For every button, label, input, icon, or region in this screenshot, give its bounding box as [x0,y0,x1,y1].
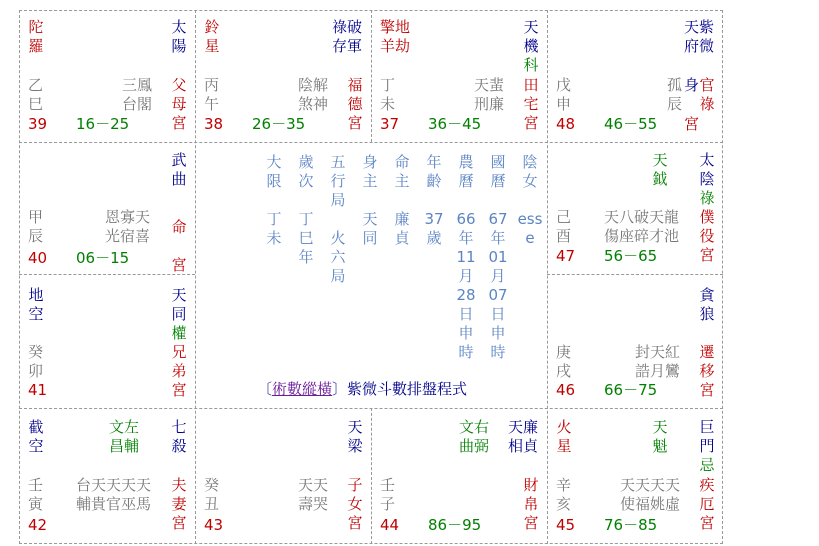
palace-number: 44 [380,516,400,534]
info-heading: 農曆 [458,153,474,190]
branch: 丑 [204,495,220,513]
minor-stars: 誥月鸞 [635,362,681,380]
info-heading: 大限 [266,153,282,190]
info-value: 天同 [362,210,378,247]
major-star: 陀羅 [28,18,44,55]
palace-number: 41 [28,381,48,399]
minor-stars: 光宿喜 [105,227,151,245]
info-value: esse [517,210,543,247]
void-star: 截空 [28,418,44,455]
transformation: 忌 [699,456,715,474]
palace-cell-mao [19,274,195,408]
stem: 辛 [556,476,572,494]
branch: 酉 [556,227,572,245]
palace-name: 子女宮 [347,476,363,532]
palace-name: 田宅宮 [523,76,539,132]
branch: 申 [556,95,572,113]
decade-range: 16－25 [76,115,130,133]
palace-name: 兄弟宮 [171,343,187,399]
palace-name: 父母宮 [171,76,187,132]
palace-cell-shen [547,10,723,142]
main-star: 太陰 [699,151,715,188]
decade-range: 46－55 [604,115,658,133]
palace-name: 命宮 [171,218,187,274]
major-star: 火星 [556,418,572,455]
major-star: 羊劫 [380,37,411,55]
info-value: 66年11月28日申時 [456,210,476,361]
minor-stars: 使福姚虛 [620,495,681,513]
decade-range: 76－85 [604,516,658,534]
palace-cell-you [547,142,723,274]
branch: 巳 [28,95,44,113]
minor-stars: 刑廉 [474,95,505,113]
info-heading: 命主 [394,153,410,190]
palace-number: 48 [556,115,576,133]
info-heading: 年齡 [426,153,442,190]
minor-star: 文左 [109,418,140,436]
main-star: 貪狼 [699,286,715,323]
branch: 亥 [556,495,572,513]
minor-star: 昌輔 [109,437,140,455]
minor-stars: 恩寡天 [105,208,151,226]
stem: 庚 [556,343,572,361]
palace-cell-wei [371,10,547,142]
minor-stars: 傷座碎才池 [604,227,680,245]
info-value: 廉貞 [394,210,410,247]
main-star: 天同 [171,286,187,323]
minor-stars: 辰 [667,95,683,113]
palace-number: 42 [28,516,48,534]
minor-star: 天魁 [652,418,668,455]
palace-number: 47 [556,247,576,265]
stem: 甲 [28,208,44,226]
info-value: 37歲 [424,210,444,247]
program-credit [257,380,467,399]
minor-stars: 封天紅 [635,343,681,361]
minor-stars: 孤 [667,76,683,94]
minor-stars: 台天天天天 [76,476,152,494]
decade-range: 36－45 [428,115,482,133]
main-star: 府微 [684,37,715,55]
main-star: 天梁 [347,418,363,455]
main-star: 武曲 [171,151,187,188]
minor-stars: 陰解 [298,76,329,94]
palace-number: 38 [204,115,224,133]
main-star: 太陽 [171,18,187,55]
palace-number: 43 [204,516,224,534]
ziwei-chart-board [19,10,723,544]
main-star: 天廉 [508,418,539,436]
major-star: 鈴星 [204,18,220,55]
decade-range: 56－65 [604,247,658,265]
stem: 丁 [380,76,396,94]
body-palace-marker: 身 [684,76,700,94]
palace-number: 46 [556,381,576,399]
decade-range: 06－15 [76,249,130,267]
branch: 午 [204,95,220,113]
main-star: 存軍 [332,37,363,55]
branch: 辰 [28,227,44,245]
footer-text: 〕紫微斗數排盤程式 [332,380,468,398]
palace-cell-chou [195,408,371,543]
branch: 寅 [28,495,44,513]
info-heading: 國曆 [490,153,506,190]
stem: 丙 [204,76,220,94]
minor-stars: 天蜚 [474,76,505,94]
minor-star: 天鉞 [652,151,668,188]
minor-stars: 台閣 [122,95,153,113]
branch: 卯 [28,362,44,380]
decade-range: 26－35 [252,115,306,133]
palace-cell-chen [19,142,195,274]
transformation: 權 [171,324,187,342]
palace-cell-yin [19,408,195,543]
info-heading: 身主 [362,153,378,190]
palace-cell-si [19,10,195,142]
info-heading: 五行局 [330,153,346,209]
main-star: 天紫 [684,18,715,36]
palace-number: 45 [556,516,576,534]
stem: 戊 [556,76,572,94]
branch: 未 [380,95,396,113]
minor-stars: 壽哭 [298,495,329,513]
transformation: 科 [523,56,539,74]
void-star: 地空 [28,286,44,323]
info-heading: 歲次 [298,153,314,190]
palace-name: 遷移宮 [699,343,715,399]
minor-stars: 天天 [298,476,329,494]
minor-star: 曲弼 [459,437,490,455]
major-star: 擎地 [380,18,411,36]
info-value: 67年01月07日申時 [488,210,508,361]
minor-stars: 天天天天 [620,476,681,494]
main-star: 巨門 [699,418,715,455]
palace-number: 37 [380,115,400,133]
site-link[interactable]: 術數縱橫 [272,380,333,398]
branch: 戌 [556,362,572,380]
info-value: 丁巳年 [298,210,314,266]
stem: 乙 [28,76,44,94]
palace-cell-wu [195,10,371,142]
branch: 子 [380,495,396,513]
decade-range: 66－75 [604,381,658,399]
minor-stars: 煞神 [298,95,329,113]
palace-name: 官祿 [699,76,715,113]
main-star: 天機 [523,18,539,55]
palace-number: 39 [28,115,48,133]
minor-star: 文右 [459,418,490,436]
minor-stars: 天八破天龍 [604,208,680,226]
palace-name: 疾厄宮 [699,476,715,532]
info-value: 火六局 [330,229,346,285]
palace-name: 財帛宮 [523,476,539,532]
minor-stars: 三鳳 [122,76,153,94]
palace-number: 40 [28,249,48,267]
palace-name: 福德宮 [347,76,363,132]
info-heading: 陰女 [522,153,538,190]
palace-name: 夫妻宮 [171,476,187,532]
stem: 癸 [204,476,220,494]
palace-suffix: 宮 [684,115,700,133]
stem: 壬 [28,476,44,494]
palace-cell-xu [547,274,723,408]
decade-range: 86－95 [428,516,482,534]
palace-name: 僕役宮 [699,208,715,264]
footer-bracket: 〔 [257,380,273,398]
info-value: 丁未 [266,210,282,247]
palace-cell-hai [547,408,723,543]
palace-cell-zi [371,408,547,543]
main-star: 相貞 [508,437,539,455]
stem: 癸 [28,343,44,361]
minor-stars: 輔貴官巫馬 [76,495,152,513]
main-star: 祿破 [332,18,363,36]
main-star: 七殺 [171,418,187,455]
stem: 己 [556,208,572,226]
stem: 壬 [380,476,396,494]
transformation: 祿 [699,189,715,207]
